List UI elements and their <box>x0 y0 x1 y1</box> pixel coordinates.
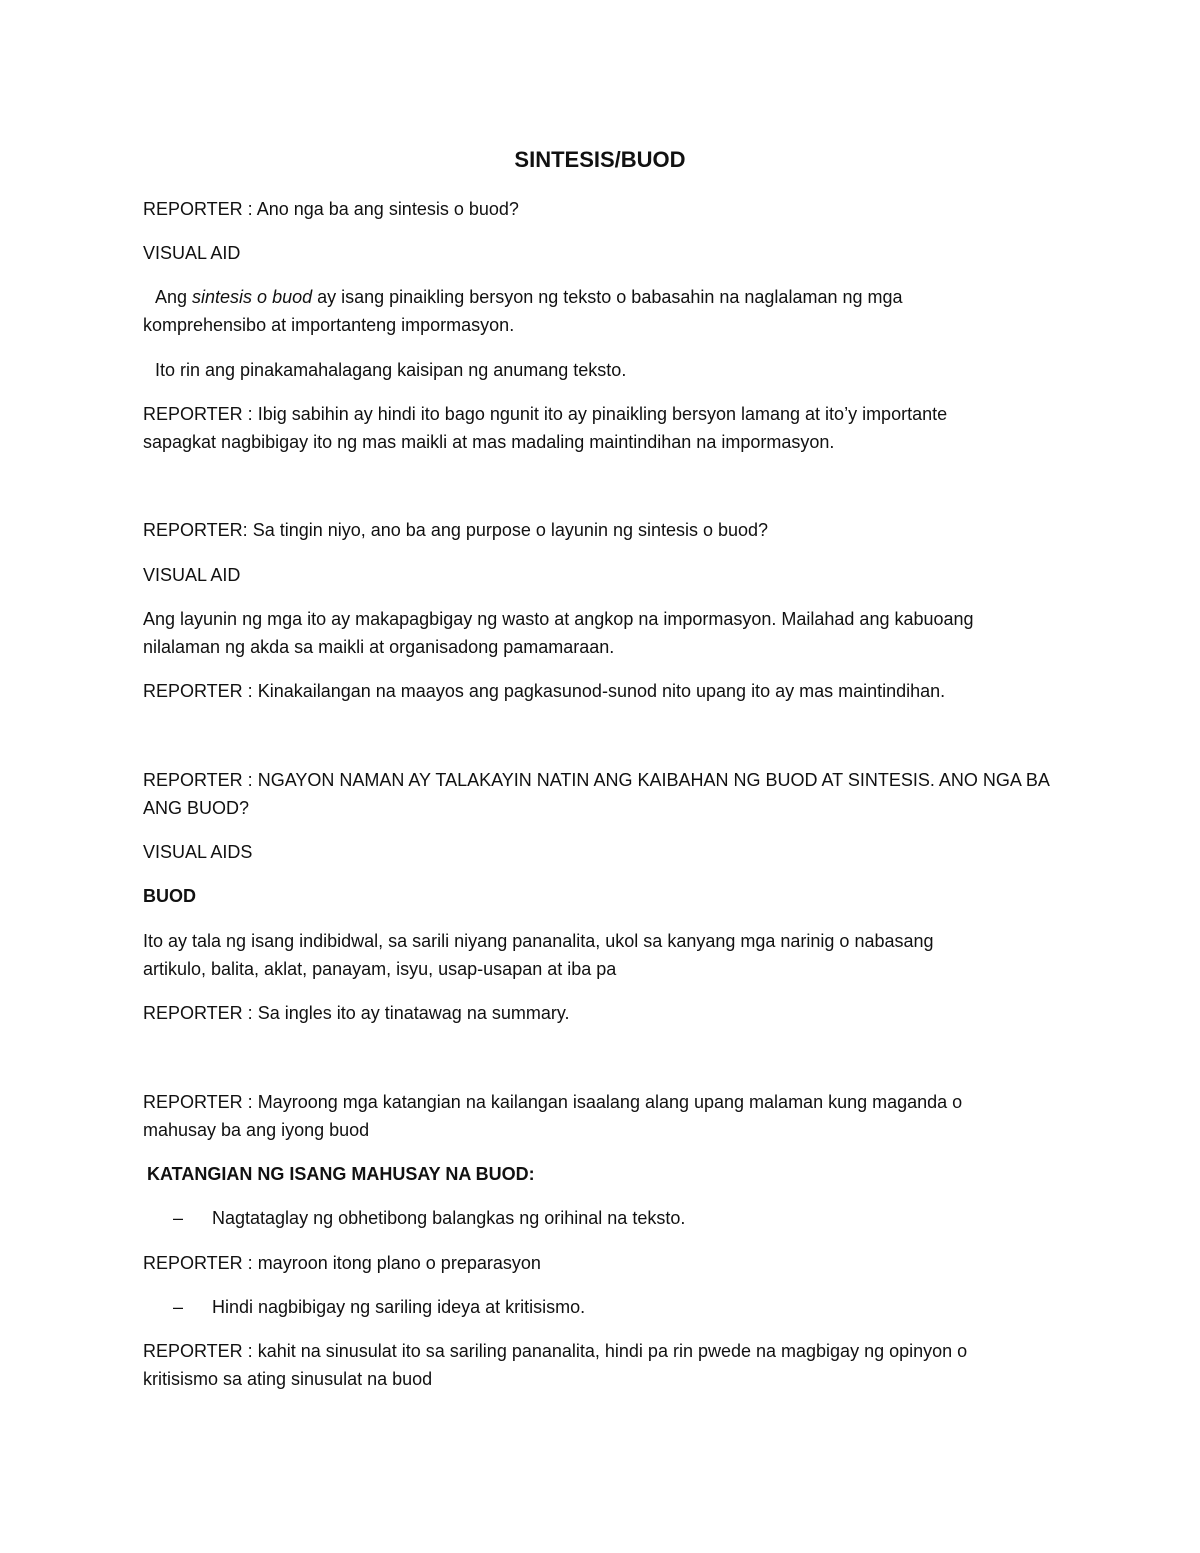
reporter-line-continuation: mahusay ba ang iyong buod <box>143 1120 370 1140</box>
reporter-line: REPORTER : kahit na sinusulat ito sa sariling pananalita, hindi pa rin pwede na magbigay ng opinyon o <box>143 1341 968 1361</box>
reporter-line: REPORTER : Mayroong mga katangian na kailangan isaalang alang upang malaman kung maganda o <box>143 1092 963 1112</box>
reporter-line: REPORTER : Ano nga ba ang sintesis o buod? <box>143 199 519 219</box>
reporter-line: REPORTER: Sa tingin niyo, ano ba ang purpose o layunin ng sintesis o buod? <box>143 520 769 540</box>
reporter-line-continuation: kritisismo sa ating sinusulat na buod <box>143 1369 433 1389</box>
reporter-line: REPORTER : NGAYON NAMAN AY TALAKAYIN NATIN ANG KAIBAHAN NG BUOD AT SINTESIS. ANO NGA BA <box>143 770 1050 790</box>
paragraph-line: Ito rin ang pinakamahalagang kaisipan ng anumang teksto. <box>155 360 627 380</box>
visual-aid-label: VISUAL AID <box>143 565 241 585</box>
visual-aids-label: VISUAL AIDS <box>143 842 253 862</box>
section-heading: BUOD <box>143 886 196 906</box>
definition-lead: Ang <box>155 287 193 307</box>
definition-paragraph <box>155 283 903 311</box>
paragraph-line: Ang layunin ng mga ito ay makapagbigay ng wasto at angkop na impormasyon. Mailahad ang kabuoang <box>143 609 974 629</box>
reporter-line-continuation: ANG BUOD? <box>143 798 250 818</box>
definition-continuation: komprehensibo at importanteng impormasyon. <box>143 315 515 335</box>
paragraph-line: Ito ay tala ng isang indibidwal, sa sarili niyang pananalita, ukol sa kanyang mga narinig o nabasang <box>143 931 934 951</box>
visual-aid-label: VISUAL AID <box>143 243 241 263</box>
reporter-line: REPORTER : Kinakailangan na maayos ang pagkasunod-sunod nito upang ito ay mas maintindihan. <box>143 681 946 701</box>
definition-term: sintesis o buod <box>192 287 313 307</box>
bullet-item: Hindi nagbibigay ng sariling ideya at kritisismo. <box>212 1297 586 1317</box>
bullet-item: Nagtataglay ng obhetibong balangkas ng orihinal na teksto. <box>212 1208 686 1228</box>
reporter-line: REPORTER : Ibig sabihin ay hindi ito bago ngunit ito ay pinaikling bersyon lamang at ito’y importante <box>143 404 948 424</box>
bullet-dash: – <box>173 1297 184 1317</box>
paragraph-line: nilalaman ng akda sa maikli at organisadong pamamaraan. <box>143 637 615 657</box>
reporter-line-continuation: sapagkat nagbibigay ito ng mas maikli at mas madaling maintindihan na impormasyon. <box>143 432 835 452</box>
section-heading: KATANGIAN NG ISANG MAHUSAY NA BUOD: <box>147 1164 535 1184</box>
reporter-line: REPORTER : mayroon itong plano o preparasyon <box>143 1253 541 1273</box>
paragraph-line: artikulo, balita, aklat, panayam, isyu, usap-usapan at iba pa <box>143 959 617 979</box>
bullet-dash: – <box>173 1208 184 1228</box>
page-title: SINTESIS/BUOD <box>514 147 686 172</box>
reporter-line: REPORTER : Sa ingles ito ay tinatawag na summary. <box>143 1003 570 1023</box>
definition-rest: ay isang pinaikling bersyon ng teksto o babasahin na naglalaman ng mga <box>312 287 903 307</box>
